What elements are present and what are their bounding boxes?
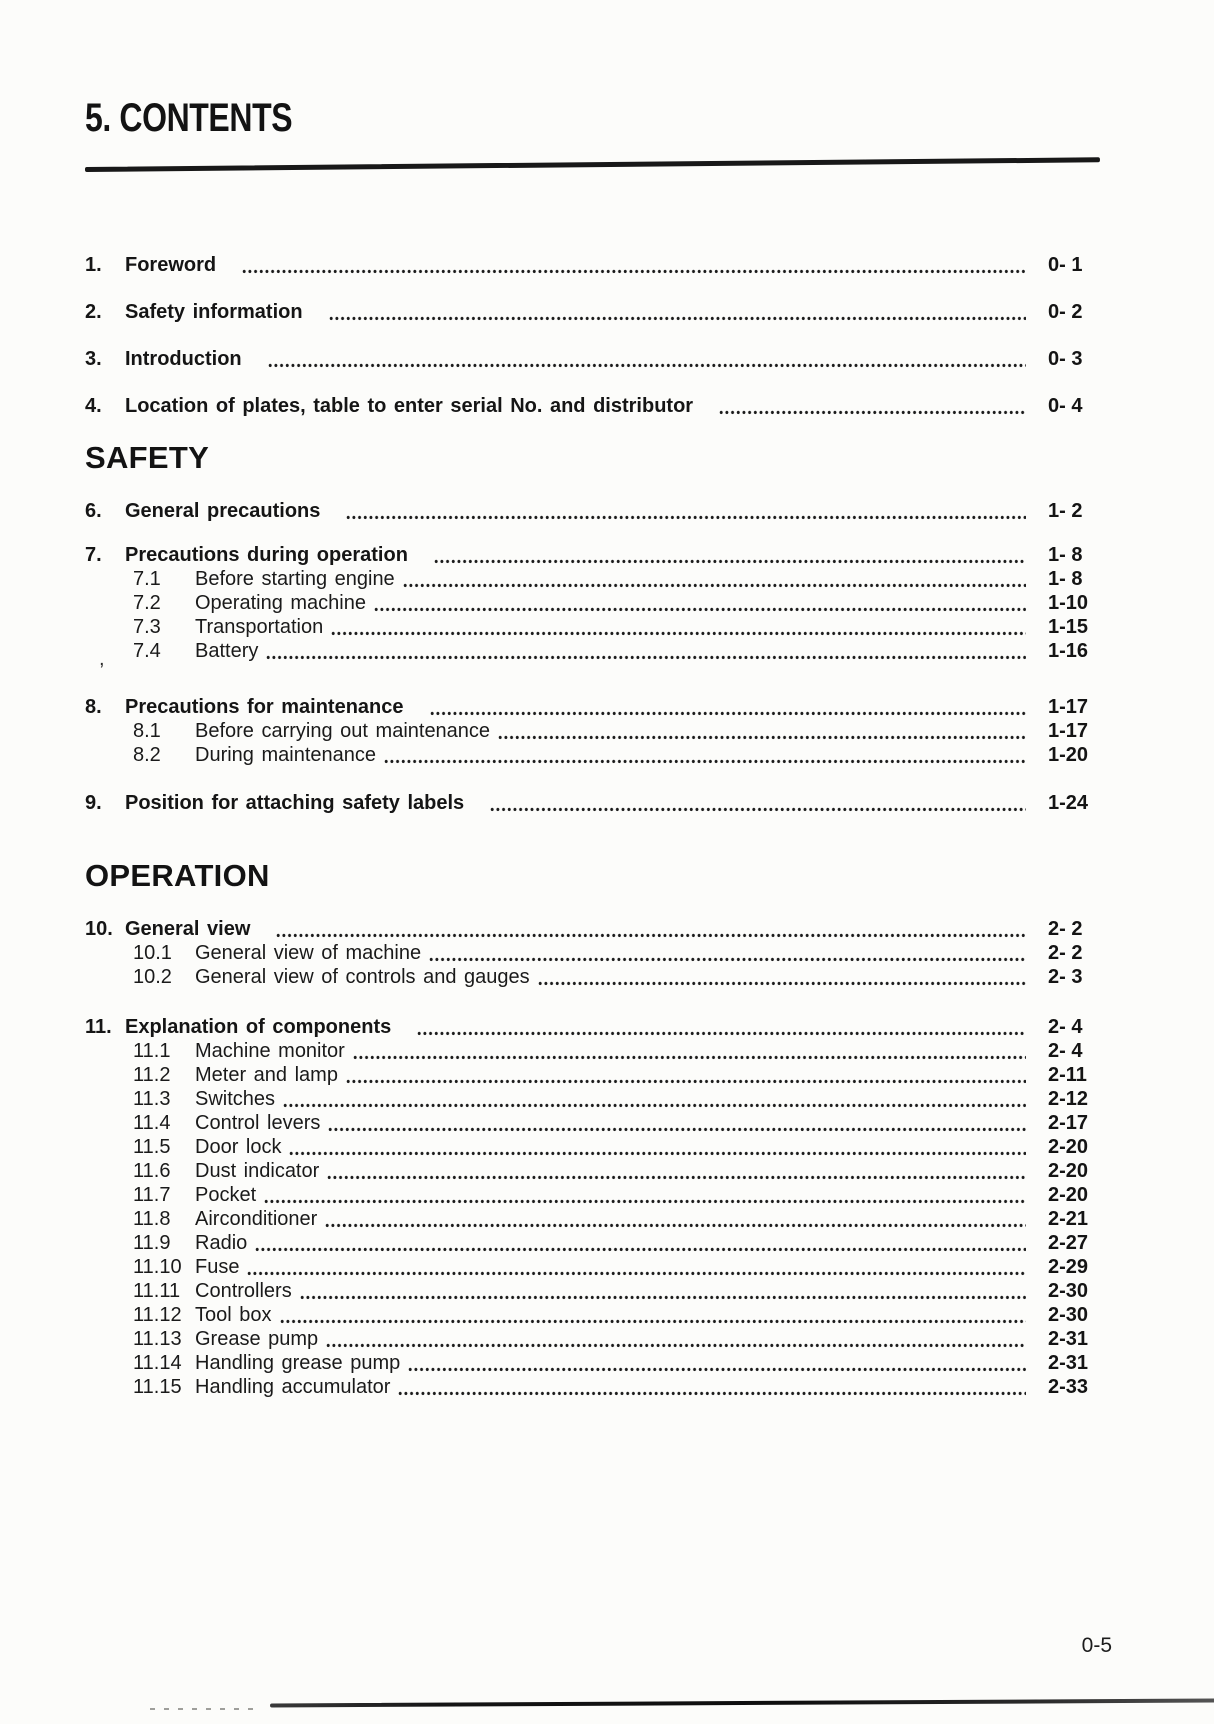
toc-entry-number: 11.15: [133, 1375, 182, 1398]
dotted-leader: [325, 1223, 1026, 1228]
toc-entry: [85, 1135, 1100, 1159]
toc-entry-label: Precautions during operation: [125, 543, 408, 566]
toc-entry-label: Pocket: [195, 1183, 257, 1206]
toc-entry: [85, 917, 1100, 941]
dotted-leader: [266, 655, 1026, 660]
toc-entry-label: Grease pump: [195, 1327, 319, 1350]
dotted-leader: [329, 316, 1026, 321]
toc-entry-page: 2-20: [1048, 1159, 1089, 1182]
toc-entry-number: 10.1: [133, 941, 172, 964]
dotted-leader: [434, 559, 1026, 564]
toc-entry: [85, 567, 1100, 591]
toc-entry-page: 2-30: [1048, 1279, 1089, 1302]
toc-entry-label: Tool box: [195, 1303, 272, 1326]
toc-entry-number: 11.10: [133, 1255, 182, 1278]
toc-entry-number: 11.2: [133, 1063, 171, 1086]
toc-entry: [85, 1231, 1100, 1255]
dotted-leader: [384, 759, 1026, 764]
dotted-leader: [429, 957, 1026, 962]
toc-entry-page: 1- 8: [1048, 543, 1083, 566]
toc-entry-number: 7.1: [133, 567, 161, 590]
toc-entry: [85, 591, 1100, 615]
toc-entry-page: 1-16: [1048, 639, 1089, 662]
toc-entry-label: General view of machine: [195, 941, 422, 964]
toc-entry-label: Door lock: [195, 1135, 282, 1158]
toc-entry-page: 2-33: [1048, 1375, 1089, 1398]
toc-entry-label: Transportation: [195, 615, 324, 638]
toc-group: [85, 347, 1100, 371]
dotted-leader: [283, 1103, 1026, 1108]
toc-entry: [85, 743, 1100, 767]
dotted-leader: [242, 269, 1026, 274]
toc-entry-page: 2-20: [1048, 1183, 1089, 1206]
toc-entry: [85, 300, 1100, 324]
toc-group: [85, 1015, 1100, 1399]
toc-group: [85, 253, 1100, 277]
toc-entry: [85, 1207, 1100, 1231]
toc-entry-page: 2-30: [1048, 1303, 1089, 1326]
toc-entry-number: 11.7: [133, 1183, 171, 1206]
toc-entry: [85, 639, 1100, 663]
dotted-leader: [280, 1319, 1027, 1324]
toc-entry-page: 2-21: [1048, 1207, 1089, 1230]
dotted-leader: [328, 1127, 1026, 1132]
toc-entry-page: 1-15: [1048, 615, 1089, 638]
toc-entry-page: 2- 4: [1048, 1039, 1083, 1062]
toc-entry-label: Precautions for maintenance: [125, 695, 404, 718]
toc-entry-page: 2-20: [1048, 1135, 1089, 1158]
toc-entry-page: 1- 2: [1048, 499, 1083, 522]
page-content: [85, 0, 1100, 1399]
toc-entry-label: General view of controls and gauges: [195, 965, 530, 988]
toc-entry: [85, 543, 1100, 567]
toc-entry-label: Operating machine: [195, 591, 366, 614]
toc-entry-number: 11.3: [133, 1087, 171, 1110]
toc-entry-page: 2-17: [1048, 1111, 1089, 1134]
toc-entry-number: 11.5: [133, 1135, 171, 1158]
toc-entry-label: Introduction: [125, 347, 242, 370]
toc-group: [85, 300, 1100, 324]
toc-entry-number: 11.4: [133, 1111, 171, 1134]
toc-entry-label: Machine monitor: [195, 1039, 345, 1062]
toc-entry-label: General precautions: [125, 499, 321, 522]
toc-entry: [85, 1087, 1100, 1111]
footer-page-number: 0-5: [1081, 1634, 1112, 1657]
toc-entry-label: General view: [125, 917, 251, 940]
toc-entry-label: Before carrying out maintenance: [195, 719, 491, 742]
toc-entry-number: 7.3: [133, 615, 161, 638]
toc-entry: [85, 253, 1100, 277]
toc-group: [85, 543, 1100, 663]
dotted-leader: [417, 1031, 1026, 1036]
toc-entry-page: 0- 1: [1048, 253, 1083, 276]
toc-group: [85, 791, 1100, 815]
toc-entry-label: Position for attaching safety labels: [125, 791, 465, 814]
toc-entry: [85, 941, 1100, 965]
toc-entry-number: 2.: [85, 300, 102, 323]
table-of-contents: [85, 253, 1100, 1399]
toc-entry: [85, 1303, 1100, 1327]
toc-entry-page: 0- 4: [1048, 394, 1083, 417]
toc-entry: [85, 1327, 1100, 1351]
dotted-leader: [346, 515, 1026, 520]
scan-artifact-mark: ,: [99, 648, 105, 670]
dotted-leader: [327, 1175, 1026, 1180]
toc-entry-page: 0- 2: [1048, 300, 1083, 323]
toc-entry-label: Airconditioner: [195, 1207, 318, 1230]
toc-entry-label: Battery: [195, 639, 259, 662]
toc-group: [85, 695, 1100, 767]
toc-entry-number: 10.2: [133, 965, 172, 988]
toc-entry-label: Dust indicator: [195, 1159, 320, 1182]
toc-group: [85, 394, 1100, 418]
toc-entry-page: 2- 4: [1048, 1015, 1083, 1038]
toc-entry-page: 2- 2: [1048, 941, 1083, 964]
toc-entry-number: 11.11: [133, 1279, 181, 1302]
toc-entry-page: 2- 2: [1048, 917, 1083, 940]
toc-entry-page: 2-31: [1048, 1351, 1089, 1374]
toc-entry-label: Handling accumulator: [195, 1375, 391, 1398]
toc-entry-label: Control levers: [195, 1111, 321, 1134]
toc-entry: [85, 1015, 1100, 1039]
toc-entry-number: 4.: [85, 394, 102, 417]
dotted-leader: [498, 735, 1026, 740]
dotted-leader: [719, 410, 1026, 415]
toc-entry-label: Controllers: [195, 1279, 292, 1302]
dotted-leader: [300, 1295, 1026, 1300]
toc-entry-number: 7.4: [133, 639, 161, 662]
toc-entry: [85, 1039, 1100, 1063]
toc-entry-number: 6.: [85, 499, 102, 522]
toc-entry: [85, 615, 1100, 639]
toc-entry-label: Meter and lamp: [195, 1063, 338, 1086]
dotted-leader: [268, 363, 1026, 368]
toc-entry-number: 7.2: [133, 591, 161, 614]
scan-artifact-dashes: [150, 1708, 260, 1710]
toc-entry-label: Before starting engine: [195, 567, 395, 590]
toc-entry-page: 0- 3: [1048, 347, 1083, 370]
toc-entry-number: 1.: [85, 253, 102, 276]
toc-entry-label: Fuse: [195, 1255, 240, 1278]
dotted-leader: [247, 1271, 1026, 1276]
dotted-leader: [264, 1199, 1026, 1204]
toc-entry-label: Location of plates, table to enter serial No. and distributor: [125, 394, 694, 417]
toc-entry-label: Radio: [195, 1231, 248, 1254]
toc-entry-label: Explanation of components: [125, 1015, 392, 1038]
toc-entry-page: 2-31: [1048, 1327, 1089, 1350]
toc-entry-number: 11.12: [133, 1303, 182, 1326]
toc-entry-label: During maintenance: [195, 743, 376, 766]
toc-entry-number: 11.14: [133, 1351, 182, 1374]
dotted-leader: [430, 711, 1026, 716]
toc-entry: [85, 719, 1100, 743]
toc-entry-number: 8.1: [133, 719, 161, 742]
toc-group: [85, 917, 1100, 989]
toc-entry-number: 11.13: [133, 1327, 182, 1350]
toc-entry-number: 11.6: [133, 1159, 171, 1182]
toc-entry: [85, 695, 1100, 719]
dotted-leader: [398, 1391, 1026, 1396]
toc-entry-page: 1-17: [1048, 719, 1089, 742]
dotted-leader: [289, 1151, 1026, 1156]
dotted-leader: [538, 981, 1026, 986]
toc-entry-page: 2-27: [1048, 1231, 1089, 1254]
toc-entry: [85, 1063, 1100, 1087]
toc-entry: [85, 1255, 1100, 1279]
toc-entry-page: 2-12: [1048, 1087, 1089, 1110]
bottom-scan-line: [270, 1699, 1214, 1708]
toc-entry: [85, 499, 1100, 523]
toc-entry-number: 11.1: [133, 1039, 171, 1062]
toc-entry-label: Foreword: [125, 253, 217, 276]
toc-entry-page: 1- 8: [1048, 567, 1083, 590]
toc-entry: [85, 1183, 1100, 1207]
dotted-leader: [490, 807, 1026, 812]
toc-entry-page: 1-20: [1048, 743, 1089, 766]
toc-entry: [85, 965, 1100, 989]
page-title: 5. CONTENTS: [85, 96, 293, 140]
toc-entry: [85, 394, 1100, 418]
toc-entry-label: Handling grease pump: [195, 1351, 401, 1374]
title-underline: [85, 157, 1100, 172]
toc-entry-page: 2-11: [1048, 1063, 1087, 1086]
toc-entry-number: 11.9: [133, 1231, 171, 1254]
toc-entry: [85, 1375, 1100, 1399]
toc-entry-number: 8.2: [133, 743, 161, 766]
toc-entry-page: 1-17: [1048, 695, 1089, 718]
toc-entry: [85, 347, 1100, 371]
dotted-leader: [276, 933, 1026, 938]
dotted-leader: [331, 631, 1026, 636]
toc-entry-label: Safety information: [125, 300, 303, 323]
toc-entry: [85, 1351, 1100, 1375]
toc-entry-label: Switches: [195, 1087, 276, 1110]
toc-entry-number: 8.: [85, 695, 102, 718]
dotted-leader: [353, 1055, 1026, 1060]
toc-entry-page: 1-10: [1048, 591, 1089, 614]
toc-entry-page: 1-24: [1048, 791, 1089, 814]
dotted-leader: [255, 1247, 1026, 1252]
section-heading: OPERATION: [85, 857, 270, 893]
toc-entry-number: 11.: [85, 1015, 112, 1038]
toc-entry-number: 7.: [85, 543, 102, 566]
toc-entry-page: 2-29: [1048, 1255, 1089, 1278]
dotted-leader: [374, 607, 1026, 612]
toc-entry-page: 2- 3: [1048, 965, 1083, 988]
dotted-leader: [326, 1343, 1026, 1348]
dotted-leader: [346, 1079, 1026, 1084]
toc-entry-number: 3.: [85, 347, 102, 370]
toc-entry: [85, 791, 1100, 815]
dotted-leader: [408, 1367, 1026, 1372]
dotted-leader: [403, 583, 1026, 588]
toc-entry-number: 10.: [85, 917, 113, 940]
toc-group: [85, 499, 1100, 523]
toc-entry: [85, 1111, 1100, 1135]
toc-entry: [85, 1159, 1100, 1183]
toc-entry-number: 11.8: [133, 1207, 171, 1230]
toc-entry: [85, 1279, 1100, 1303]
toc-entry-number: 9.: [85, 791, 102, 814]
section-heading: SAFETY: [85, 439, 210, 475]
